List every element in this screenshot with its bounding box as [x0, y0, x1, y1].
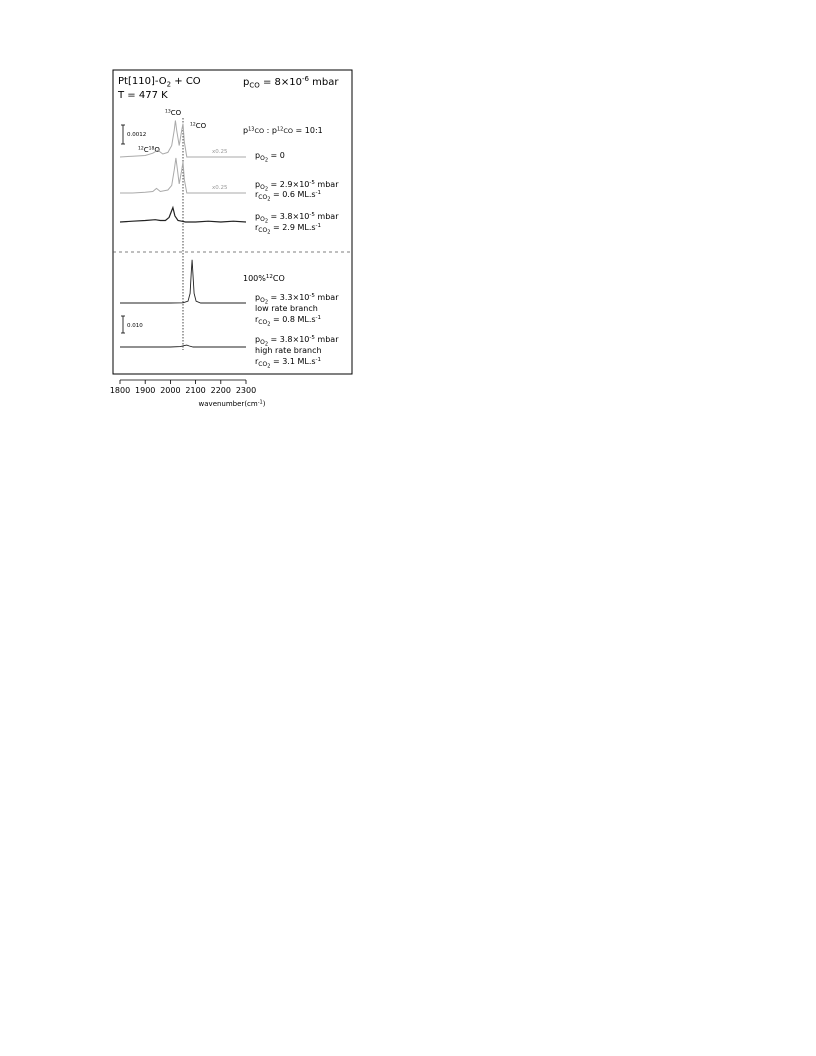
top-series-2-rate: $r_{CO}2 = 0.6$ $ML.s^{-1}$ [255, 190, 322, 203]
multiplier-1: x0.25 [212, 149, 228, 155]
top-series-3-rate: $r_{CO}2 = 2.9$ $ML.s^{-1}$ [255, 223, 322, 236]
top-series-3-label: $p_O2 = 3.8\times 10^{-5}$ mbar [255, 212, 339, 225]
x-tick-label-2100: 2100 [185, 386, 206, 395]
bottom-series-1-branch: low rate branch [255, 304, 318, 313]
x-tick-label-2000: 2000 [160, 386, 181, 395]
bottom-panel-header: 100%$^{12}$CO [243, 274, 285, 283]
bottom-series-2-rate: $r_{CO}2 = 3.1$ $ML.s^{-1}$ [255, 357, 322, 370]
x-tick-label-1900: 1900 [135, 386, 156, 395]
x-axis-label: $wavenumber(cm^{-1})$ [198, 399, 266, 408]
x-tick-label-1800: 1800 [109, 386, 131, 395]
scale-bar-top-label: 0.0012 [127, 132, 147, 138]
x-tick-label-2200: 2200 [210, 386, 231, 395]
title-left-line1: $Pt[110]-O_2$ + CO [118, 76, 201, 89]
title-right: $p_{CO} = 8\times 10^{-6}$ mbar [243, 75, 339, 90]
bottom-series-1-rate: $r_{CO}2 = 0.8$ $ML.s^{-1}$ [255, 315, 322, 328]
title-left-line2: T = 477 K [118, 90, 168, 101]
bottom-series-1-label: $p_O2 = 3.3\times 10^{-5}$ mbar [255, 293, 339, 306]
top-series-1-label: $p_O2 = 0$ [255, 151, 285, 164]
bottom-series-2-label: $p_O2 = 3.8\times 10^{-5}$ mbar [255, 335, 339, 348]
peak-label-12co: $^{12}$CO [190, 122, 207, 130]
plot-frame [113, 70, 352, 374]
scale-bar-bottom-label: 0.010 [127, 323, 143, 329]
x-axis [110, 380, 256, 395]
peak-label-13co: $^{13}$CO [165, 109, 182, 117]
peak-label-12c18o: $^{12}C^{18}O$ [138, 146, 160, 154]
multiplier-2: x0.25 [212, 185, 228, 191]
bottom-series-2-branch: high rate branch [255, 346, 322, 355]
isotope-ratio-label: $p^{13}_{CO}$ : $p^{12}_{CO}$ = 10:1 [243, 126, 323, 135]
top-series-2-label: $p_O2 = 2.9\times 10^{-5}$ mbar [255, 180, 339, 193]
x-tick-label-2300: 2300 [235, 386, 257, 395]
